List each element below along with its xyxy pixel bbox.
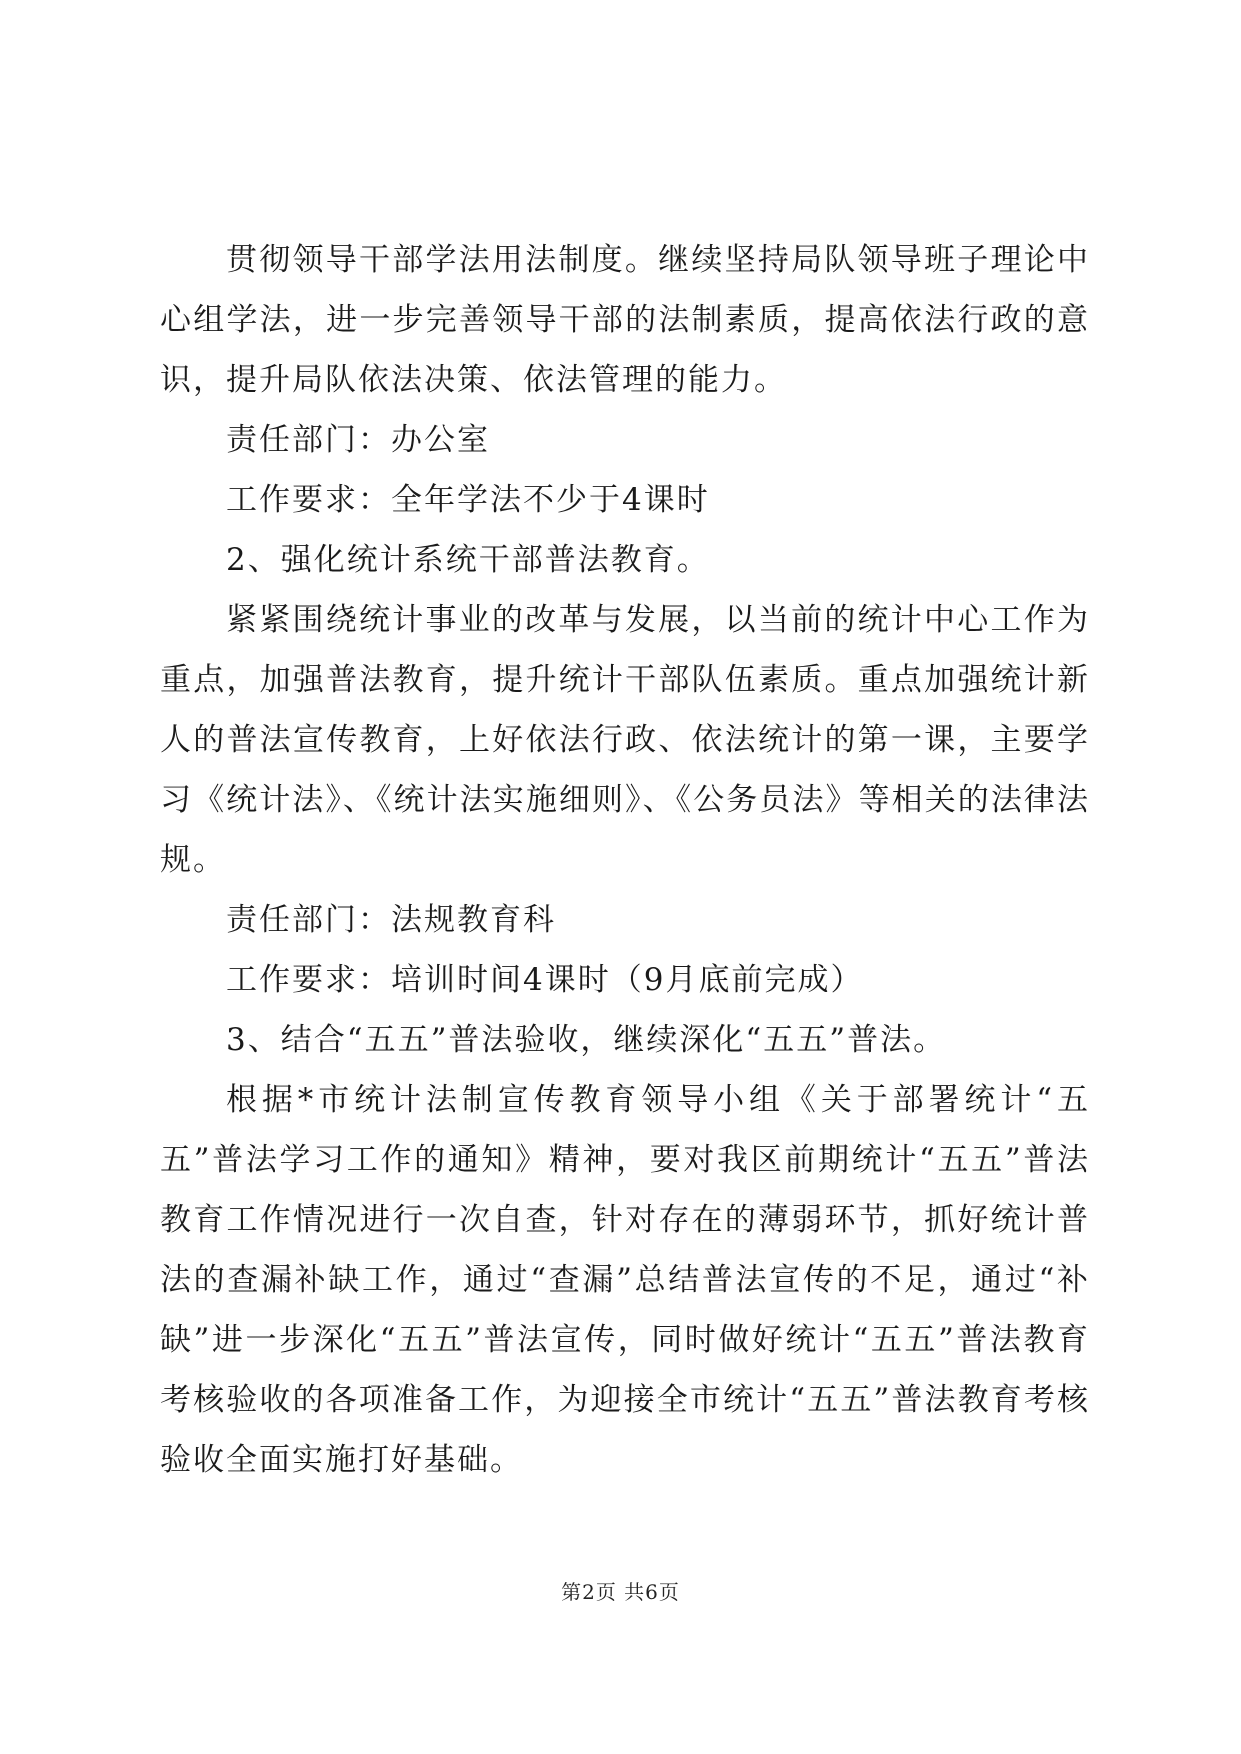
responsible-department-1: 责任部门：办公室: [226, 422, 490, 458]
document-body: [160, 230, 1090, 1490]
paragraph-statistics-education: 紧紧围绕统计事业的改革与发展，以当前的统计中心工作为重点，加强普法教育，提升统计干部队伍素质。重点加强统计新人的普法宣传教育，上好依法行政、依法统计的第一课，主要学习《统计法》、《统计法实施细则》、《公务员法》等相关的法律法规。: [160, 602, 1090, 878]
work-requirement-2: 工作要求：培训时间4课时（9月底前完成）: [226, 962, 864, 998]
work-requirement-1: 工作要求：全年学法不少于4课时: [226, 482, 710, 518]
section-heading-3: 3、结合“五五”普法验收，继续深化“五五”普法。: [226, 1022, 947, 1058]
section-heading-2: 2、强化统计系统干部普法教育。: [226, 542, 710, 578]
paragraph-five-five-review: 根据*市统计法制宣传教育领导小组《关于部署统计“五五”普法学习工作的通知》精神，要对我区前期统计“五五”普法教育工作情况进行一次自查，针对存在的薄弱环节，抓好统计普法的查漏补缺工作，通过“查漏”总结普法宣传的不足，通过“补缺”进一步深化“五五”普法宣传，同时做好统计“五五”普法教育考核验收的各项准备工作，为迎接全市统计“五五”普法教育考核验收全面实施打好基础。: [160, 1082, 1090, 1478]
responsible-department-2: 责任部门：法规教育科: [226, 902, 556, 938]
paragraph-leadership-study: 贯彻领导干部学法用法制度。继续坚持局队领导班子理论中心组学法，进一步完善领导干部的法制素质，提高依法行政的意识，提升局队依法决策、依法管理的能力。: [160, 242, 1090, 398]
page-number-footer: 第2页 共6页: [561, 1580, 680, 1604]
